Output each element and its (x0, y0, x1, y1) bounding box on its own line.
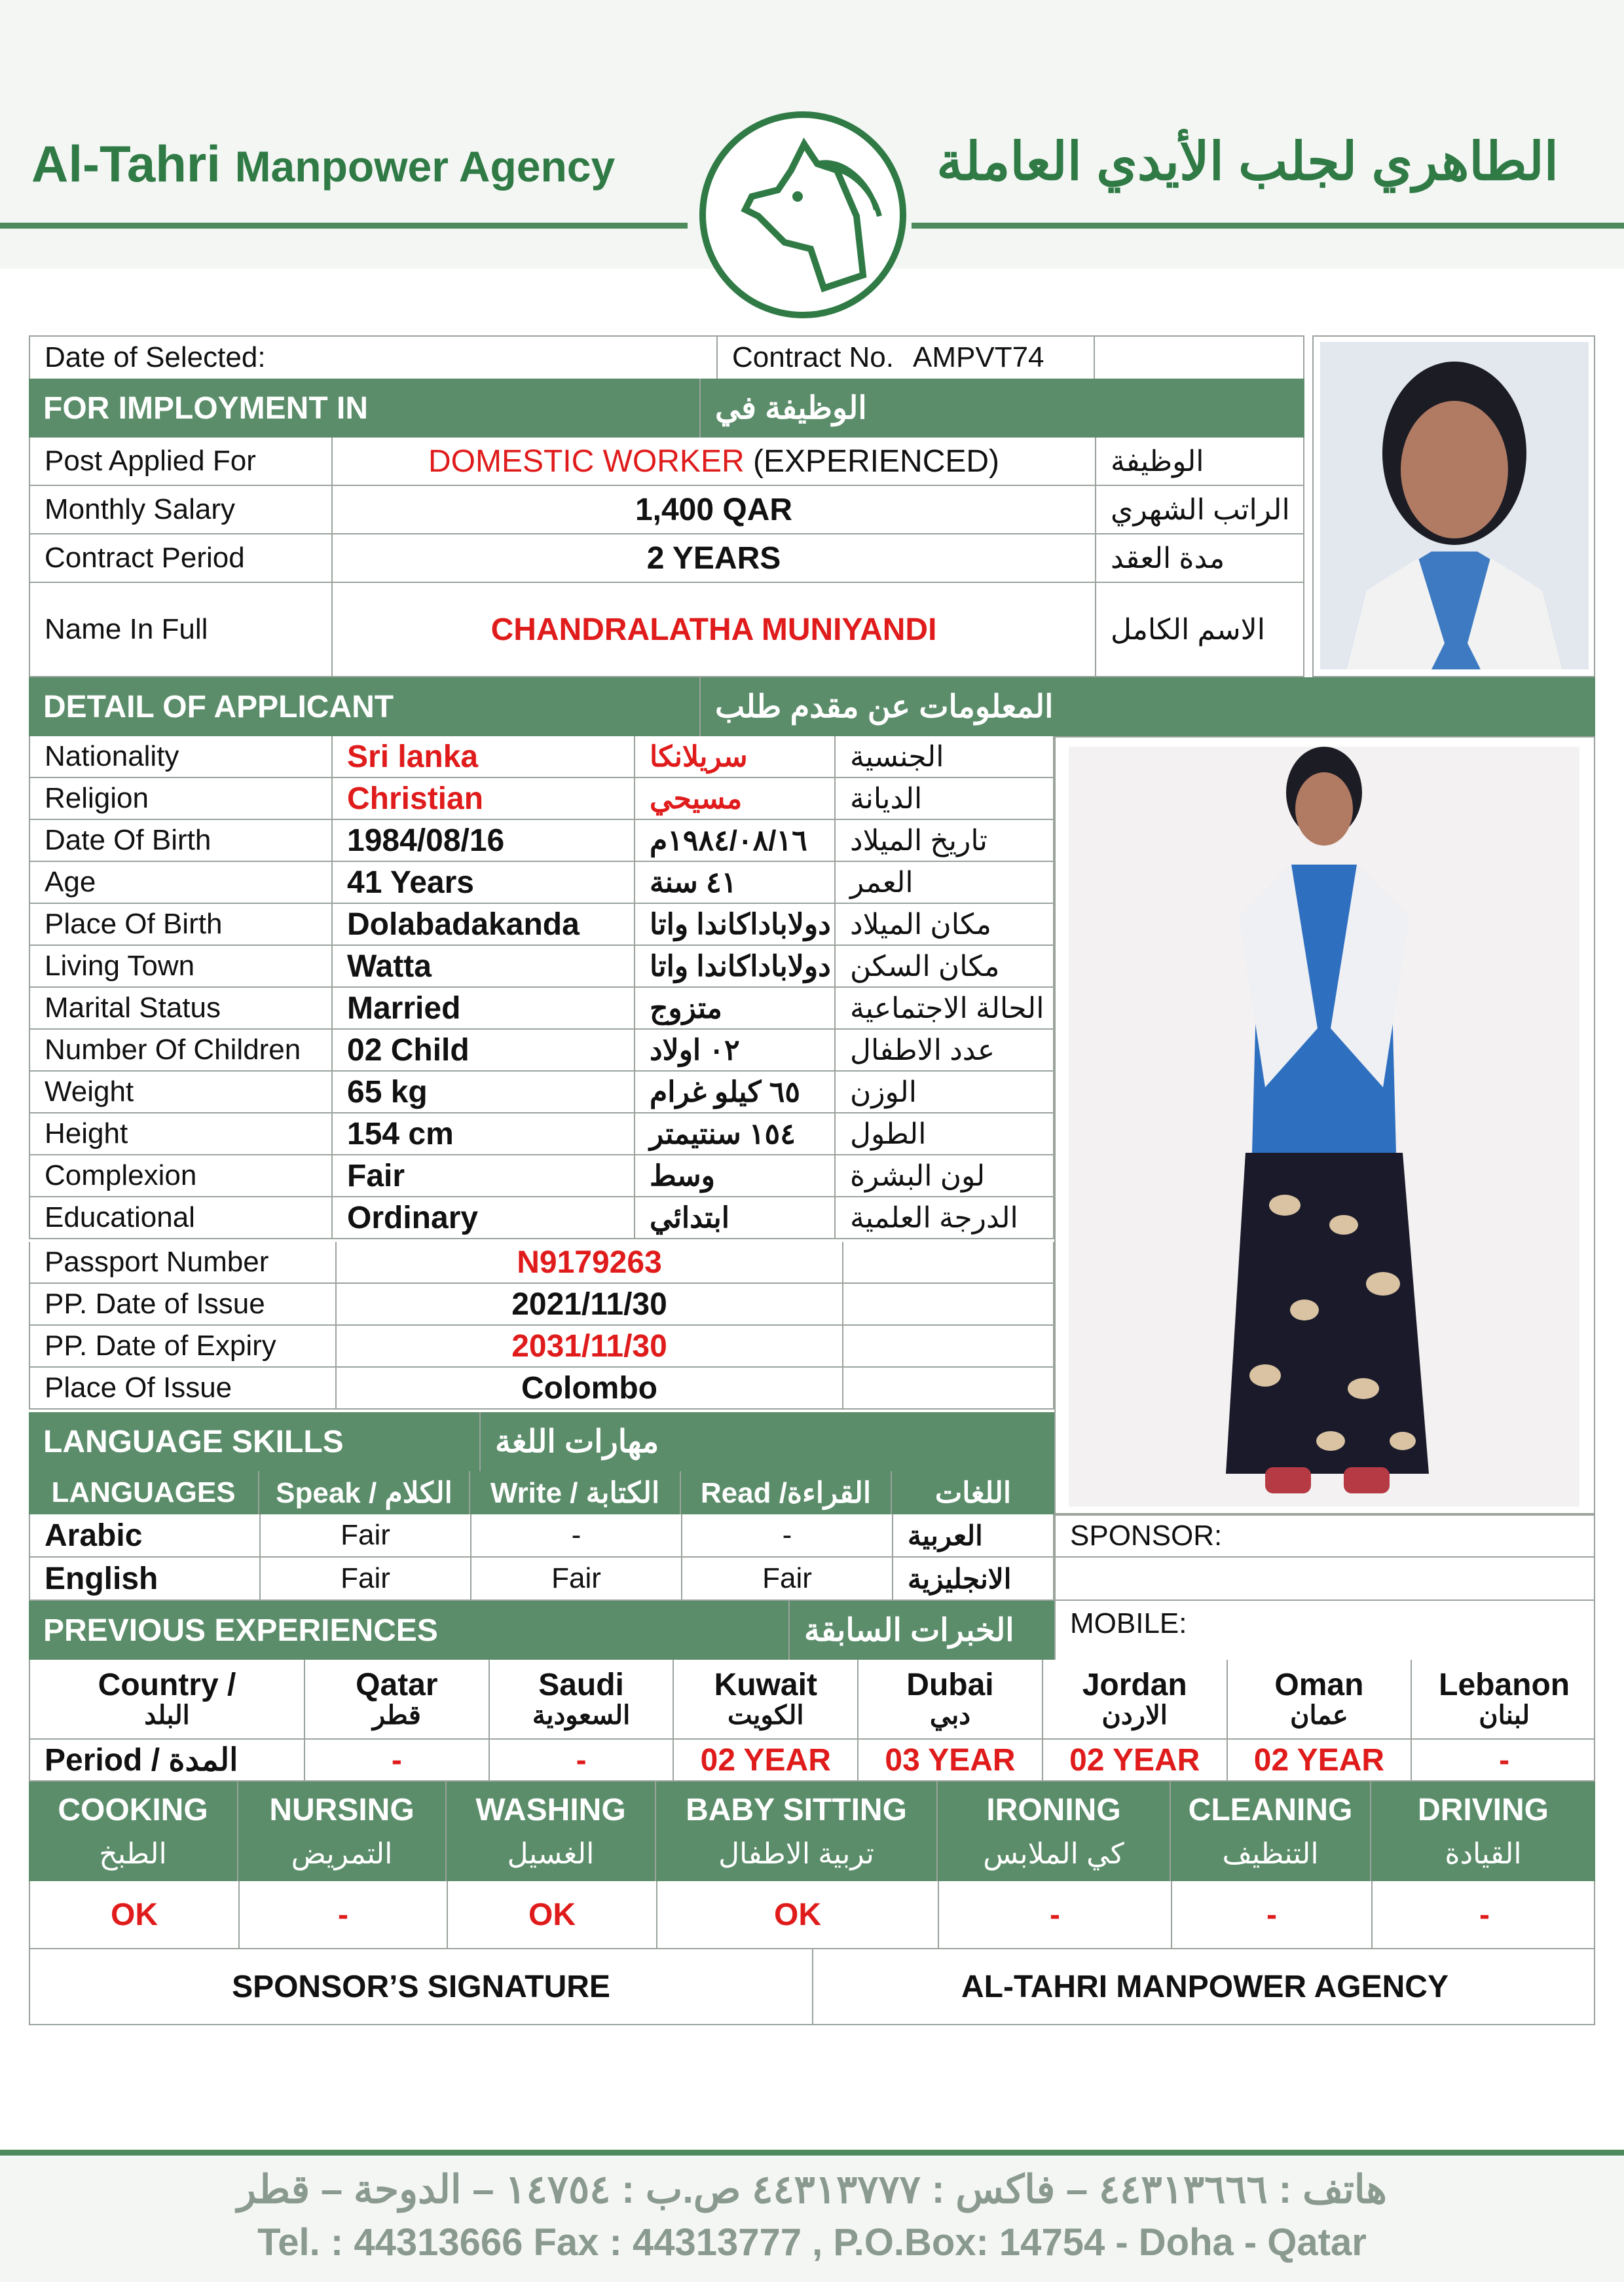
col-languages: LANGUAGES (29, 1471, 259, 1514)
skill-status: OK (30, 1881, 240, 1948)
name-value: CHANDRALATHA MUNIYANDI (333, 583, 1096, 676)
country-name: Dubai دبي (858, 1660, 1043, 1738)
detail-value: 1984/08/16 (333, 820, 635, 861)
detail-label-ar: مكان الميلاد (850, 908, 992, 941)
country-period: 02 YEAR (1043, 1740, 1228, 1780)
mobile-label: MOBILE: (1070, 1607, 1187, 1639)
period-label: Contract Period (30, 534, 333, 582)
detail-label-ar: عدد الاطفال (850, 1034, 995, 1066)
table-row (29, 862, 1054, 904)
country-period: - (1499, 1742, 1510, 1778)
country-period: 02 YEAR (674, 1740, 858, 1780)
detail-label: Living Town (30, 946, 333, 986)
portrait-photo-frame (1312, 335, 1595, 677)
agency-signature: AL-TAHRI MANPOWER AGENCY (961, 1969, 1449, 2004)
country-name: Qatar قطر (305, 1660, 490, 1738)
table-row (29, 904, 1054, 946)
language-name-ar: الانجليزية (908, 1563, 1012, 1594)
skill-status: - (939, 1881, 1172, 1948)
detail-value: 02 Child (333, 1030, 635, 1070)
table-row (29, 1740, 1595, 1782)
col-write: Write / الكتابة (470, 1471, 681, 1514)
detail-label: Marital Status (30, 988, 333, 1028)
detail-label-ar: تاريخ الميلاد (850, 824, 987, 857)
experience-table (29, 1660, 1595, 1782)
table-row (29, 1881, 1595, 1949)
post-label-ar: الوظيفة (1111, 445, 1204, 477)
table-row (29, 1242, 1054, 1284)
detail-label-ar: الديانة (850, 782, 923, 815)
skill-name: WASHING الغسيل (447, 1782, 656, 1881)
detail-label: Age (30, 862, 333, 903)
header-rule-left (0, 223, 688, 229)
country-name: Kuwait الكويت (674, 1660, 858, 1738)
detail-label: Place Of Birth (30, 904, 333, 945)
detail-value: 41 Years (333, 862, 635, 903)
language-read: - (682, 1514, 893, 1556)
skill-name: NURSING التمريض (238, 1782, 447, 1881)
detail-label-ar: الوزن (850, 1076, 917, 1108)
skill-name: CLEANING التنظيف (1171, 1782, 1371, 1881)
passport-value: 2031/11/30 (337, 1326, 843, 1366)
name-label: Name In Full (30, 583, 333, 676)
table-row (29, 1326, 1054, 1368)
salary-label: Monthly Salary (30, 486, 333, 533)
detail-value: Watta (333, 946, 635, 986)
detail-label-ar: الدرجة العلمية (850, 1201, 1018, 1234)
col-languages-ar: اللغات (934, 1476, 1012, 1509)
contract-no-label: Contract No. (732, 341, 894, 373)
detail-label: Religion (30, 778, 333, 819)
passport-value: 2021/11/30 (337, 1284, 843, 1324)
detail-value: Ordinary (333, 1197, 635, 1238)
detail-value-ar: دولاباداكاندا واتا (635, 946, 836, 986)
table-row (29, 736, 1054, 778)
full-length-photo (1069, 747, 1579, 1506)
detail-value-ar: دولاباداكاندا واتا (635, 904, 836, 945)
detail-label: Complexion (30, 1155, 333, 1196)
footer-rule (0, 2150, 1624, 2156)
detail-value-ar: مسيحي (635, 778, 836, 819)
passport-label: PP. Date of Issue (30, 1284, 337, 1324)
portrait-photo (1320, 342, 1589, 669)
horse-logo-icon (699, 111, 906, 318)
detail-value: Dolabadakanda (333, 904, 635, 945)
header-rule-right (912, 223, 1624, 229)
applicant-header-ar: المعلومات عن مقدم طلب (715, 690, 1054, 724)
detail-label-ar: لون البشرة (850, 1159, 986, 1192)
applicant-header-en: DETAIL OF APPLICANT (29, 677, 701, 736)
sponsor-label: SPONSOR: (1070, 1520, 1223, 1552)
experience-header-ar: الخبرات السابقة (804, 1613, 1014, 1648)
language-speak: Fair (261, 1514, 471, 1556)
passport-label: Passport Number (30, 1242, 337, 1282)
sponsor-signature: SPONSOR’S SIGNATURE (30, 1949, 813, 2024)
detail-value: 154 cm (333, 1113, 635, 1154)
skills-header-row (29, 1782, 1595, 1881)
footer-en: Tel. : 44313666 Fax : 44313777 , P.O.Box: 14754 - Doha - Qatar (257, 2221, 1367, 2264)
skill-status: OK (657, 1881, 939, 1948)
table-row (29, 1113, 1054, 1155)
country-name: Jordan الاردن (1043, 1660, 1228, 1738)
col-speak: Speak / الكلام (259, 1471, 470, 1514)
employment-header-en: FOR IMPLOYMENT IN (29, 379, 701, 438)
detail-value-ar: وسط (635, 1155, 836, 1196)
table-row (29, 988, 1054, 1030)
salary-label-ar: الراتب الشهري (1111, 493, 1290, 526)
passport-value: Colombo (337, 1368, 843, 1408)
detail-value-ar: ٦٥ كيلو غرام (635, 1072, 836, 1112)
language-name: Arabic (30, 1514, 261, 1556)
period-label: Period / المدة (30, 1740, 305, 1780)
country-period: - (305, 1740, 490, 1780)
post-value: DOMESTIC WORKER (EXPERIENCED) (333, 438, 1096, 485)
country-header: Country / البلد (30, 1660, 305, 1738)
skill-name: COOKING الطبخ (29, 1782, 238, 1881)
skill-name: DRIVING القيادة (1417, 1793, 1549, 1870)
passport-blank (843, 1326, 1056, 1366)
detail-label: Nationality (30, 736, 333, 777)
table-row (29, 1514, 1054, 1558)
language-read: Fair (682, 1558, 893, 1599)
language-header-ar: مهارات اللغة (495, 1425, 659, 1459)
detail-label: Height (30, 1113, 333, 1154)
detail-value: 65 kg (333, 1072, 635, 1112)
period-label-ar: مدة العقد (1111, 542, 1225, 574)
detail-value-ar: متزوج (635, 988, 836, 1028)
contract-no-value: AMPVT74 (898, 337, 1095, 379)
detail-label-ar: الطول (850, 1117, 927, 1150)
detail-value-ar: سريلانكا (635, 736, 836, 777)
skill-status: OK (448, 1881, 657, 1948)
detail-value: Married (333, 988, 635, 1028)
table-row (29, 1284, 1054, 1326)
skills-table (29, 1782, 1595, 1949)
name-label-ar: الاسم الكامل (1111, 613, 1265, 646)
country-period: 03 YEAR (858, 1740, 1043, 1780)
table-row (29, 820, 1054, 862)
footer-ar: هاتف : ٤٤٣١٣٦٦٦ – فاكس : ٤٤٣١٣٧٧٧ ص.ب : ١٤٧٥٤ – الدوحة – قطر (237, 2167, 1387, 2211)
skill-name: BABY SITTING تربية الاطفال (656, 1782, 938, 1881)
detail-value: Christian (333, 778, 635, 819)
table-row (29, 778, 1054, 820)
table-row (29, 946, 1054, 988)
period-value: 2 YEARS (333, 534, 1096, 582)
language-write: Fair (471, 1558, 682, 1599)
detail-label-ar: مكان السكن (850, 950, 1000, 982)
table-row (29, 1155, 1054, 1197)
country-name: Lebanon لبنان (1439, 1667, 1570, 1730)
passport-label: PP. Date of Expiry (30, 1326, 337, 1366)
detail-label: Number Of Children (30, 1030, 333, 1070)
table-row (29, 1368, 1054, 1410)
table-row (29, 1558, 1054, 1601)
skill-status: - (1172, 1881, 1373, 1948)
country-name: Saudi السعودية (490, 1660, 674, 1738)
language-header-en: LANGUAGE SKILLS (29, 1412, 481, 1471)
date-selected-label: Date of Selected: (30, 337, 718, 379)
passport-blank (843, 1368, 1056, 1408)
passport-blank (843, 1242, 1056, 1282)
country-name: Oman عمان (1228, 1660, 1412, 1738)
skill-name: IRONING كي الملابس (938, 1782, 1171, 1881)
table-row (29, 1030, 1054, 1072)
detail-value: Fair (333, 1155, 635, 1196)
sponsor-value (1056, 1558, 1596, 1599)
detail-label: Educational (30, 1197, 333, 1238)
salary-value: 1,400 QAR (333, 486, 1096, 533)
table-row (29, 1197, 1054, 1239)
detail-value-ar: ١٩٨٤/٠٨/١٦م (635, 820, 836, 861)
detail-label-ar: الحالة الاجتماعية (850, 992, 1044, 1024)
detail-value-ar: ١٥٤ سنتيمتر (635, 1113, 836, 1154)
skill-status: - (1479, 1897, 1490, 1932)
language-write: - (471, 1514, 682, 1556)
skill-status: - (240, 1881, 448, 1948)
table-row (29, 1660, 1595, 1740)
company-name-en: Al-Tahri Manpower Agency (31, 135, 616, 193)
experience-header-en: PREVIOUS EXPERIENCES (29, 1601, 790, 1660)
detail-value-ar: ٠٢ اولاد (635, 1030, 836, 1070)
detail-value-ar: ٤١ سنة (635, 862, 836, 903)
col-read: Read /القراءة (681, 1471, 892, 1514)
table-row (29, 1072, 1054, 1113)
detail-label: Date Of Birth (30, 820, 333, 861)
passport-label: Place Of Issue (30, 1368, 337, 1408)
employment-header-ar: الوظيفة في (715, 391, 867, 426)
passport-value: N9179263 (337, 1242, 843, 1282)
language-name: English (30, 1558, 261, 1599)
country-period: 02 YEAR (1228, 1740, 1412, 1780)
post-label: Post Applied For (30, 438, 333, 485)
country-period: - (490, 1740, 674, 1780)
detail-value: Sri lanka (333, 736, 635, 777)
full-photo-frame (1054, 736, 1595, 1514)
language-speak: Fair (261, 1558, 471, 1599)
detail-value-ar: ابتدائي (635, 1197, 836, 1238)
language-name-ar: العربية (908, 1520, 983, 1551)
company-name-ar: الطاهري لجلب الأيدي العاملة (936, 132, 1559, 191)
detail-label: Weight (30, 1072, 333, 1112)
detail-label-ar: الجنسية (850, 740, 944, 773)
detail-label-ar: العمر (850, 866, 913, 899)
passport-blank (843, 1284, 1056, 1324)
